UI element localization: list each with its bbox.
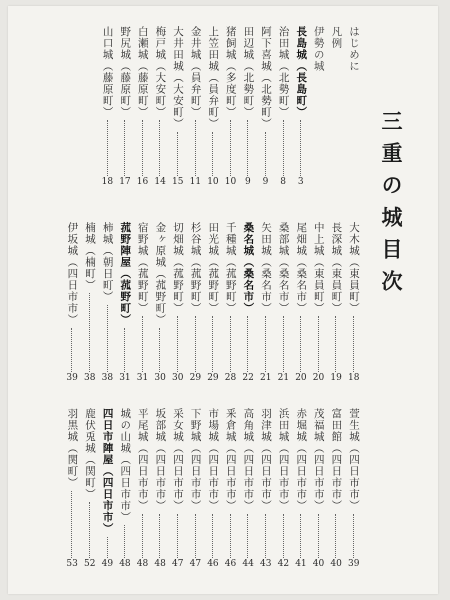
toc-entry-page: 42: [277, 559, 290, 569]
toc-entry: [225, 408, 236, 570]
toc-entry-title: 杉谷城（菰野町）: [189, 222, 202, 314]
toc-entry-title: 高角城（四日市市）: [242, 408, 255, 512]
toc-entry-page: 17: [119, 177, 131, 187]
leader-dots: [107, 305, 108, 373]
toc-entry-page: 46: [207, 559, 219, 569]
toc-entry-title: 茂福城（四日市市）: [312, 408, 325, 512]
toc-entry-page: 30: [154, 373, 166, 383]
toc-entry: [225, 26, 236, 188]
toc-entry: [66, 408, 77, 570]
toc-entry-page: 21: [277, 373, 290, 383]
toc-entry-page: 31: [119, 373, 131, 383]
toc-entry: [278, 222, 289, 384]
toc-entry-page: 52: [84, 559, 96, 569]
toc-entry: [172, 408, 183, 570]
toc-entry-title: 楠城（楠町）: [84, 222, 96, 291]
toc-entry: [295, 408, 306, 570]
toc-entry-title: 城の山城（四日市市）: [119, 408, 132, 523]
leader-dots: [159, 328, 160, 373]
toc-entry-page: 22: [242, 373, 254, 383]
toc-entry-title: 長島城（長島町）: [295, 26, 308, 118]
leader-dots: [107, 537, 108, 559]
toc-entry: [190, 222, 201, 384]
leader-dots: [142, 316, 143, 372]
front-matter-item: [330, 26, 341, 116]
leader-dots: [142, 514, 143, 559]
leader-dots: [283, 514, 284, 559]
toc-page: [8, 6, 438, 594]
leader-dots: [283, 316, 284, 372]
toc-entry-title: 市場城（四日市市）: [207, 408, 220, 512]
toc-entry-page: 3: [297, 177, 304, 187]
toc-entry-page: 44: [242, 559, 254, 569]
front-matter-item: [313, 26, 324, 116]
leader-dots: [177, 132, 178, 177]
leader-dots: [230, 120, 231, 176]
toc-entry-title: 鹿伏兎城（関町）: [84, 408, 96, 500]
leader-dots: [265, 316, 266, 372]
toc-entry-title: 白瀬城（藤原町）: [136, 26, 149, 118]
toc-entry: [207, 408, 218, 570]
toc-entry-title: 切畑城（菰野町）: [172, 222, 184, 314]
toc-entry-page: 48: [136, 559, 149, 569]
toc-entry-title: 猪飼城（多度町）: [224, 26, 237, 118]
toc-entry-title: 伊坂城（四日市市）: [66, 222, 79, 326]
toc-entry-page: 49: [101, 559, 114, 569]
toc-entry-title: 大木城（東員町）: [348, 222, 360, 314]
leader-dots: [177, 316, 178, 372]
toc-entry: [190, 26, 201, 188]
toc-entry-title: 金ヶ原城（菰野町）: [154, 222, 167, 326]
toc-entry: [154, 408, 165, 570]
toc-entry: [260, 222, 271, 384]
leader-dots: [335, 514, 336, 559]
toc-entry: [207, 26, 218, 188]
front-matter-item: [348, 26, 359, 116]
leader-dots: [212, 316, 213, 372]
toc-entry: [313, 408, 324, 570]
toc-entry-page: 21: [260, 373, 272, 383]
toc-entry-page: 20: [312, 373, 325, 383]
toc-entry: [295, 222, 306, 384]
toc-entry-title: 長深城（東員町）: [330, 222, 343, 314]
toc-entry: [137, 408, 148, 570]
toc-entry: [84, 222, 95, 384]
leader-dots: [247, 316, 248, 372]
leader-dots: [195, 316, 196, 372]
toc-entry: [260, 408, 271, 570]
toc-entry: [102, 26, 113, 188]
leader-dots: [247, 120, 248, 176]
toc-entry-page: 39: [348, 559, 360, 569]
toc-entry: [66, 222, 77, 384]
leader-dots: [124, 328, 125, 373]
toc-entry-title: 千種城（菰野町）: [224, 222, 237, 314]
toc-entry-title: 中上城（東員町）: [312, 222, 325, 314]
toc-entry: [119, 408, 130, 570]
leader-dots: [318, 514, 319, 559]
leader-dots: [159, 514, 160, 559]
leader-dots: [71, 491, 72, 559]
toc-entry-title: 伊勢の城: [312, 26, 325, 72]
toc-entry-page: 18: [348, 373, 360, 383]
toc-entry: [348, 408, 359, 570]
toc-entry-title: 下野城（四日市市）: [189, 408, 202, 512]
toc-entry: [278, 408, 289, 570]
toc-entry-title: はじめに: [348, 26, 360, 72]
toc-entry-page: 16: [136, 177, 149, 187]
toc-entry: [330, 408, 341, 570]
toc-entry-page: 40: [312, 559, 325, 569]
toc-entry: [102, 408, 113, 570]
toc-entry-title: 大井田城（大安町）: [172, 26, 184, 130]
toc-entry-page: 39: [66, 373, 78, 383]
toc-entry-page: 18: [101, 177, 114, 187]
toc-entry-page: 30: [172, 373, 184, 383]
toc-entry: [313, 222, 324, 384]
leader-dots: [353, 514, 354, 559]
toc-entry-page: 14: [154, 177, 166, 187]
leader-dots: [300, 316, 301, 372]
leader-dots: [124, 120, 125, 176]
toc-entry-title: 桑名城（桑名市）: [242, 222, 255, 314]
toc-entry-title: 坂部城（四日市市）: [154, 408, 167, 512]
toc-entry-page: 46: [224, 559, 237, 569]
toc-entry-page: 8: [280, 177, 286, 187]
toc-entry-title: 釆倉城（四日市市）: [224, 408, 237, 512]
toc-entry-title: 富田館（四日市市）: [330, 408, 343, 512]
leader-dots: [71, 328, 72, 373]
leader-dots: [89, 502, 90, 558]
toc-entry-page: 48: [119, 559, 131, 569]
toc-entry: [330, 222, 341, 384]
leader-dots: [230, 316, 231, 372]
toc-entry: [137, 26, 148, 188]
toc-entry-title: 矢田城（桑名市）: [260, 222, 272, 314]
leader-dots: [89, 293, 90, 372]
toc-entry-page: 53: [66, 559, 78, 569]
toc-entry-title: 凡例: [330, 26, 343, 49]
toc-entry-page: 29: [189, 373, 202, 383]
toc-entry-title: 羽黒城（関町）: [66, 408, 79, 489]
toc-entry: [207, 222, 218, 384]
toc-entry: [102, 222, 113, 384]
page-title: 三重の城目次: [379, 110, 404, 302]
leader-dots: [212, 514, 213, 559]
toc-entry-title: 浜田城（四日市市）: [277, 408, 290, 512]
toc-entry-title: 上笠田城（員弁町）: [207, 26, 220, 130]
toc-entry-page: 40: [330, 559, 342, 569]
toc-entry: [172, 222, 183, 384]
toc-entry: [172, 26, 183, 188]
toc-entry: [242, 408, 253, 570]
toc-entry-page: 19: [330, 373, 342, 383]
toc-entry-page: 38: [101, 373, 114, 383]
toc-entry: [119, 26, 130, 188]
leader-dots: [195, 514, 196, 559]
toc-entry-page: 47: [172, 559, 184, 569]
toc-entry: [119, 222, 130, 384]
leader-dots: [283, 120, 284, 176]
leader-dots: [300, 120, 301, 176]
toc-entry-title: 菰野陣屋（菰野町）: [119, 222, 132, 326]
toc-entry-title: 治田城（北勢町）: [277, 26, 290, 118]
leader-dots: [230, 514, 231, 559]
toc-entry-page: 11: [189, 177, 202, 187]
leader-dots: [124, 525, 125, 558]
leader-dots: [318, 316, 319, 372]
toc-entry-title: 尾畑城（桑名市）: [295, 222, 308, 314]
toc-entry: [225, 222, 236, 384]
toc-entry: [278, 26, 289, 188]
toc-entry-title: 野尻城（藤原町）: [119, 26, 132, 118]
toc-entry-title: 金井城（員弁町）: [189, 26, 202, 118]
toc-entry-page: 43: [260, 559, 272, 569]
toc-entry-title: 阿下喜城（北勢町）: [260, 26, 272, 130]
toc-entry: [260, 26, 271, 188]
toc-entry-page: 9: [262, 177, 269, 187]
toc-entry-page: 31: [136, 373, 149, 383]
leader-dots: [159, 120, 160, 176]
toc-entry-title: 梅戸城（大安町）: [154, 26, 167, 118]
toc-entry-page: 41: [295, 559, 307, 569]
toc-entry: [348, 222, 359, 384]
leader-dots: [353, 316, 354, 372]
leader-dots: [300, 514, 301, 559]
leader-dots: [247, 514, 248, 559]
toc-entry-title: 山口城（藤原町）: [101, 26, 114, 118]
leader-dots: [142, 120, 143, 176]
toc-entry-title: 萱生城（四日市市）: [348, 408, 360, 512]
toc-entry-title: 田辺城（北勢町）: [242, 26, 255, 118]
toc-entry: [295, 26, 306, 188]
toc-entry: [154, 222, 165, 384]
toc-entry-title: 采女城（四日市市）: [172, 408, 184, 512]
leader-dots: [265, 132, 266, 177]
toc-entry-title: 宿野城（菰野町）: [136, 222, 149, 314]
toc-entry-page: 9: [245, 177, 251, 187]
toc-entry-page: 47: [189, 559, 202, 569]
toc-entry-page: 20: [295, 373, 307, 383]
toc-entry-title: 平尾城（四日市市）: [136, 408, 149, 512]
toc-entry: [154, 26, 165, 188]
toc-entry-page: 28: [224, 373, 237, 383]
toc-entry-page: 38: [84, 373, 96, 383]
toc-entry-title: 田光城（菰野町）: [207, 222, 220, 314]
toc-entry: [242, 26, 253, 188]
leader-dots: [177, 514, 178, 559]
toc-entry-page: 15: [172, 177, 184, 187]
toc-entry-title: 羽津城（四日市市）: [260, 408, 272, 512]
leader-dots: [107, 120, 108, 176]
toc-entry: [242, 222, 253, 384]
toc-entry-title: 桑部城（桑名市）: [277, 222, 290, 314]
leader-dots: [335, 316, 336, 372]
toc-entry-page: 48: [154, 559, 166, 569]
toc-entry-title: 四日市陣屋（四日市市）: [101, 408, 114, 535]
toc-entry: [190, 408, 201, 570]
toc-entry-page: 10: [224, 177, 237, 187]
toc-entry-page: 29: [207, 373, 219, 383]
toc-entry-title: 赤堀城（四日市市）: [295, 408, 308, 512]
toc-entry: [84, 408, 95, 570]
toc-entry: [137, 222, 148, 384]
leader-dots: [212, 132, 213, 177]
leader-dots: [195, 120, 196, 176]
toc-entry-page: 10: [207, 177, 219, 187]
leader-dots: [265, 514, 266, 559]
toc-entry-title: 柿城（朝日町）: [101, 222, 114, 303]
